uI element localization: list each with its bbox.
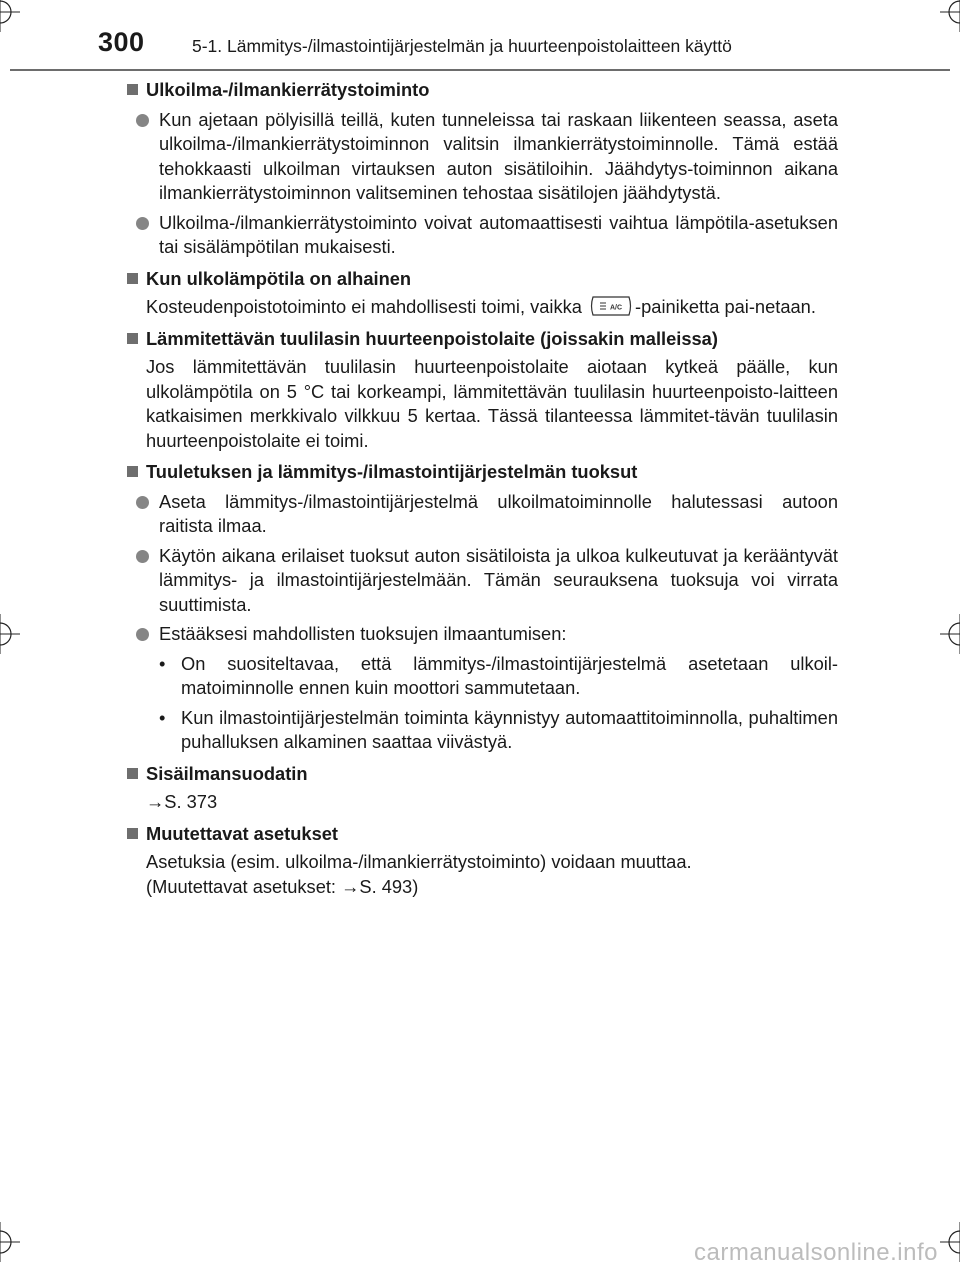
list-item-text: Käytön aikana erilaiset tuoksut auton sisätiloista ja ulkoa kulkeutuvat ja kerääntyvät lämmitys- ja ilmastointijärjestelmään. Tämän seurauksena tuoksuja voi virrata suuttimista. xyxy=(159,544,838,615)
section-cabin-air-filter xyxy=(126,762,838,815)
page-body xyxy=(126,78,838,906)
watermark-url: carmanualsonline.info xyxy=(694,1239,938,1266)
section-odors xyxy=(126,460,838,755)
section-heading: Kun ulkolämpötila on alhainen xyxy=(146,267,412,289)
list-item xyxy=(126,544,838,618)
page-number: 300 xyxy=(98,27,145,57)
bullet-dot-icon xyxy=(136,114,149,127)
sub-bullet-icon: • xyxy=(159,706,166,728)
section-square-icon xyxy=(127,768,138,779)
sub-bullet-icon: • xyxy=(159,652,166,674)
section-low-outside-temperature xyxy=(126,267,838,320)
sub-list-item-text: Kun ilmastointijärjestelmän toiminta käynnistyy automaattitoiminnolla, puhaltimen puhalluksen alkaminen saattaa viivästyä. xyxy=(181,706,838,752)
page-reference-link[interactable]: →S. 373 xyxy=(146,791,218,812)
crop-mark-mid-left-icon xyxy=(0,614,20,654)
list-item xyxy=(126,108,838,206)
section-square-icon xyxy=(127,466,138,477)
ac-button-label: A/C xyxy=(610,304,623,312)
section-paragraph: Jos lämmitettävän tuulilasin huurteenpoistolaite aiotaan kytkeä päälle, kun ulkolämpötila on 5 °C tai korkeampi, lämmitettävän tuulilasin huurteenpoisto-laitteen katkaisimen merkkivalo vilkkuu 5 kertaa. Tässä tilanteessa lämmitet-tävän tuulilasin huurteenpoistolaite ei toimi. xyxy=(146,356,838,451)
section-outside-air-recirculation xyxy=(126,78,838,260)
section-heading: Ulkoilma-/ilmankierrätystoiminto xyxy=(146,79,430,100)
section-square-icon xyxy=(127,828,138,839)
list-item xyxy=(126,490,838,539)
list-item xyxy=(126,622,838,647)
section-heading: Muutettavat asetukset xyxy=(146,822,339,844)
section-paragraph: Asetuksia (esim. ulkoilma-/ilmankierrätystoiminto) voidaan muuttaa. xyxy=(146,851,692,872)
section-heading: Tuuletuksen ja lämmitys-/ilmastointijärjestelmän tuoksut xyxy=(146,461,638,482)
page-reference-link[interactable]: (Muutettavat asetukset: →S. 493) xyxy=(146,875,419,897)
section-square-icon xyxy=(127,273,138,284)
sub-list-item-text: On suositeltavaa, että lämmitys-/ilmastointijärjestelmä asetetaan ulkoil-matoiminnolle ennen kuin moottori sammutetaan. xyxy=(181,652,838,698)
list-item-text: Estääksesi mahdollisten tuoksujen ilmaantumisen: xyxy=(159,623,567,644)
list-item-text: Aseta lämmitys-/ilmastointijärjestelmä ulkoilmatoiminnolle halutessasi autoon raitista ilmaa. xyxy=(159,490,838,536)
bullet-dot-icon xyxy=(136,217,149,230)
list-item-text: Kun ajetaan pölyisillä teillä, kuten tunneleissa tai raskaan liikenteen seassa, aseta ulkoilma-/ilmankierrätystoiminnon valitsin ilmankierrätystoiminnolle. Tämä estää tehokkaasti ulkoilman virtauksen auton sisätiloihin. Jäähdytys-toiminnon aikana ilmankierrätystoiminnon valitseminen tehostaa sisätilojen jäähdytystä. xyxy=(159,108,838,203)
list-item-text: Ulkoilma-/ilmankierrätystoiminto voivat automaattisesti vaihtua lämpötila-asetuksen tai sisälämpötilan mukaisesti. xyxy=(159,211,838,257)
ac-button-icon xyxy=(589,295,633,317)
crop-mark-top-right-icon xyxy=(940,0,960,32)
header-divider xyxy=(10,69,950,71)
section-heated-windshield-defogger xyxy=(126,327,838,454)
section-square-icon xyxy=(127,333,138,344)
crop-mark-mid-right-icon xyxy=(940,614,960,654)
bullet-dot-icon xyxy=(136,628,149,641)
section-heading: Lämmitettävän tuulilasin huurteenpoistolaite (joissakin malleissa) xyxy=(146,327,718,349)
chapter-title: 5-1. Lämmitys-/ilmastointijärjestelmän ja huurteenpoistolaitteen käyttö xyxy=(192,36,732,56)
section-paragraph: Kosteudenpoistotoiminto ei mahdollisesti toimi, vaikka A/C -painiketta pai-netaan. xyxy=(146,296,816,317)
list-item xyxy=(126,211,838,260)
crop-mark-bottom-right-icon xyxy=(940,1222,960,1262)
section-customization xyxy=(126,822,838,900)
bullet-dot-icon xyxy=(136,496,149,509)
crop-mark-top-left-icon xyxy=(0,0,20,32)
section-heading: Sisäilmansuodatin xyxy=(146,762,308,784)
bullet-dot-icon xyxy=(136,550,149,563)
crop-mark-bottom-left-icon xyxy=(0,1222,20,1262)
sub-list-item xyxy=(156,652,838,701)
section-square-icon xyxy=(127,84,138,95)
sub-list-item xyxy=(156,706,838,755)
